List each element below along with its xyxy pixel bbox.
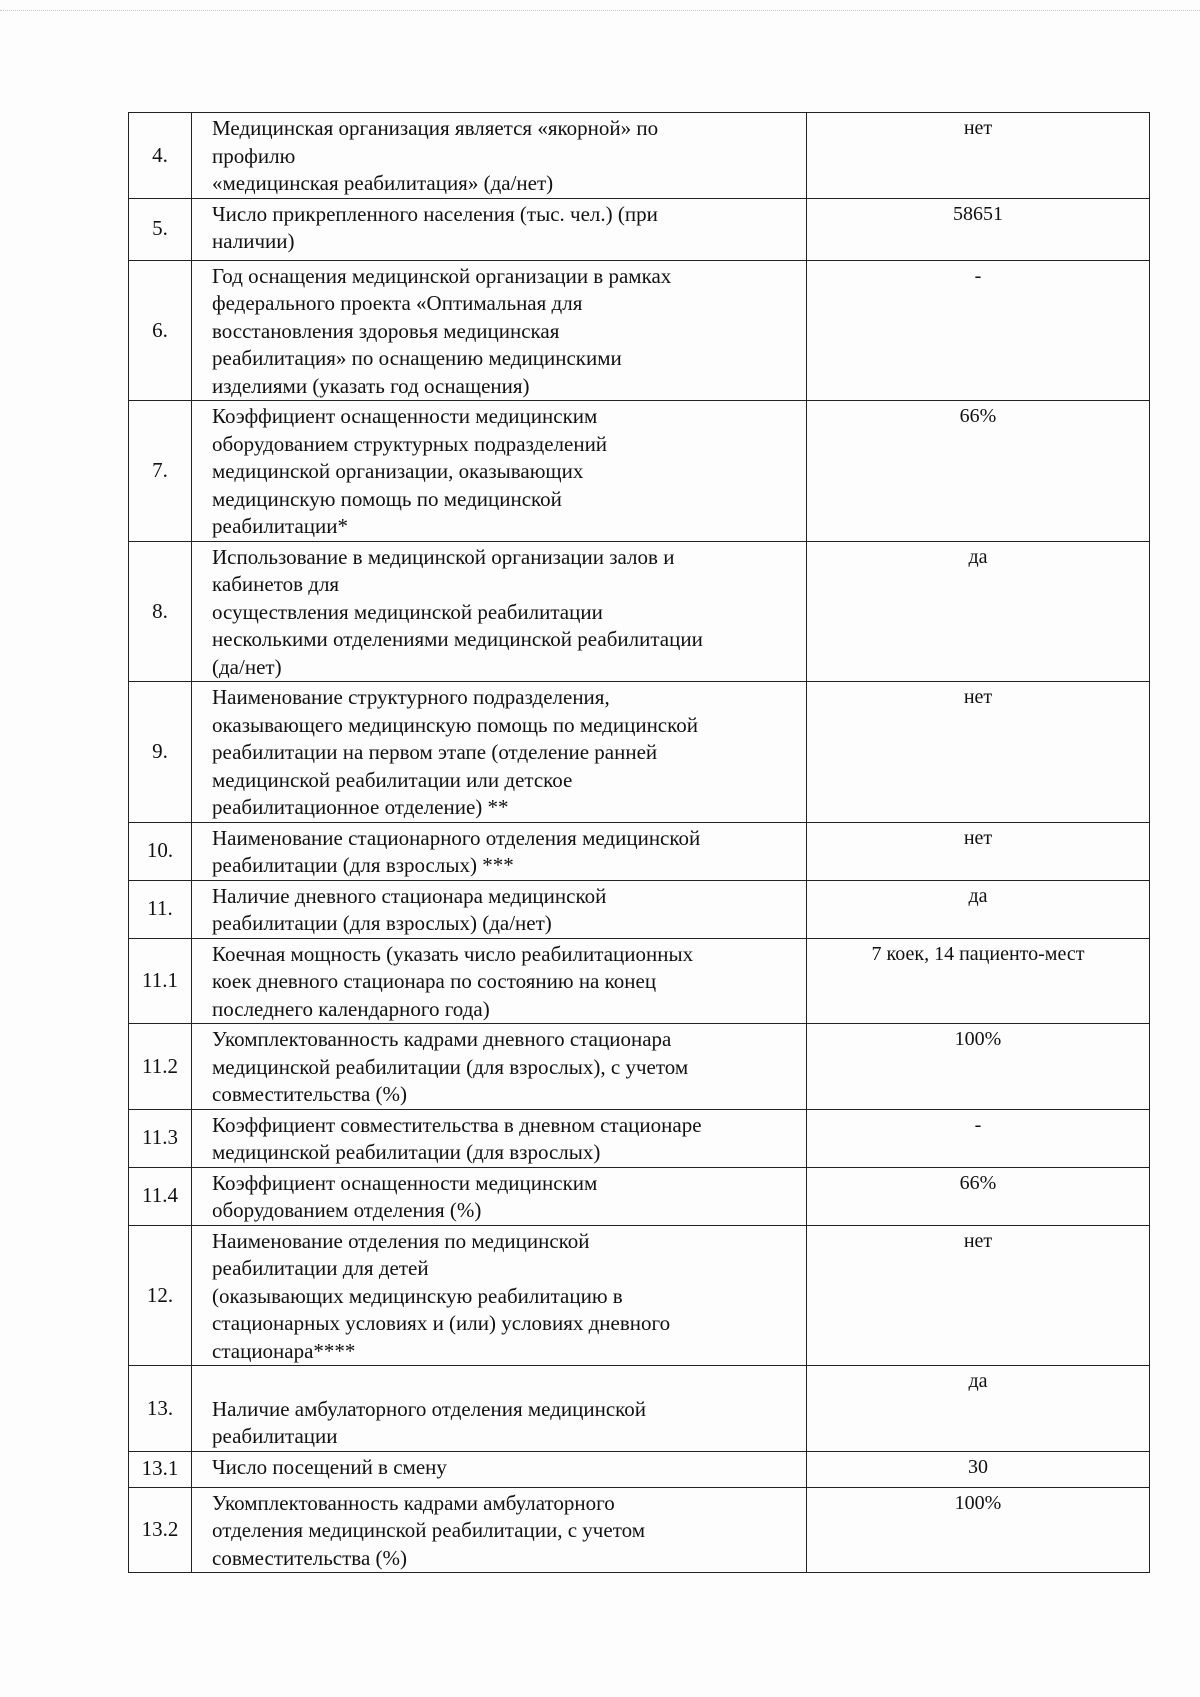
- description-line: последнего календарного года): [212, 996, 490, 1021]
- description-line: совместительства (%): [212, 1545, 407, 1570]
- table-row: [129, 260, 1150, 401]
- row-value: да: [807, 880, 1150, 938]
- row-description: [192, 1167, 807, 1225]
- row-number: 6.: [129, 260, 192, 401]
- description-line: реабилитации (для взрослых) ***: [212, 853, 514, 877]
- row-number: 11.2: [129, 1024, 192, 1110]
- table-row: [129, 1109, 1150, 1167]
- row-number: 5.: [129, 198, 192, 260]
- row-value: 66%: [807, 1167, 1150, 1225]
- row-number: 13.1: [129, 1451, 192, 1487]
- row-description: [192, 260, 807, 401]
- description-line: реабилитации*: [212, 514, 349, 538]
- description-line: Число прикрепленного населения (тыс. чел.) (при: [212, 201, 658, 226]
- table-row: [129, 1225, 1150, 1366]
- row-value: нет: [807, 822, 1150, 880]
- row-number: 7.: [129, 401, 192, 542]
- description-line: реабилитация» по оснащению медицинскими: [212, 346, 622, 370]
- table-row: [129, 822, 1150, 880]
- row-description: [192, 401, 807, 542]
- row-number: 11.4: [129, 1167, 192, 1225]
- row-number: 9.: [129, 682, 192, 823]
- row-description: [192, 198, 807, 260]
- description-line: коек дневного стационара по состоянию на конец: [212, 969, 657, 993]
- row-value: 100%: [807, 1024, 1150, 1110]
- description-line: Наименование отделения по медицинской: [212, 1228, 590, 1253]
- description-line: федерального проекта «Оптимальная для: [212, 291, 583, 315]
- row-value: 66%: [807, 401, 1150, 542]
- table-row: [129, 113, 1150, 199]
- table-row: [129, 541, 1150, 682]
- row-value: 7 коек, 14 пациенто-мест: [807, 938, 1150, 1024]
- row-description: [192, 682, 807, 823]
- description-line: Коэффициент совместительства в дневном стационаре: [212, 1112, 702, 1137]
- table-row: [129, 198, 1150, 260]
- description-line: осуществления медицинской реабилитации: [212, 599, 603, 624]
- row-description: [192, 1225, 807, 1366]
- description-line: восстановления здоровья медицинская: [212, 318, 560, 343]
- row-value: да: [807, 541, 1150, 682]
- description-line: реабилитации: [212, 1424, 338, 1448]
- description-line: профилю: [212, 143, 296, 168]
- description-line: совместительства (%): [212, 1082, 407, 1106]
- row-description: [192, 880, 807, 938]
- row-number: 11.1: [129, 938, 192, 1024]
- row-description: [192, 541, 807, 682]
- description-line: медицинской реабилитации (для взрослых): [212, 1140, 601, 1164]
- description-line: кабинетов для: [212, 572, 340, 596]
- description-line: оборудованием отделения (%): [212, 1198, 482, 1222]
- row-value: да: [807, 1366, 1150, 1452]
- description-line: реабилитации (для взрослых) (да/нет): [212, 911, 552, 935]
- row-description: [192, 1024, 807, 1110]
- description-line: Коэффициент оснащенности медицинским: [212, 404, 598, 428]
- description-line: оборудованием структурных подразделений: [212, 431, 608, 456]
- description-line: медицинской реабилитации или детское: [212, 767, 573, 792]
- description-line: медицинскую помощь по медицинской: [212, 486, 562, 511]
- description-line: медицинской организации, оказывающих: [212, 459, 584, 483]
- table-row: [129, 1167, 1150, 1225]
- description-line: наличии): [212, 229, 295, 253]
- row-value: нет: [807, 1225, 1150, 1366]
- row-number: 12.: [129, 1225, 192, 1366]
- description-line: Использование в медицинской организации залов и: [212, 544, 675, 569]
- description-line: Год оснащения медицинской организации в рамках: [212, 263, 672, 288]
- row-description: [192, 1366, 807, 1452]
- description-line: стационарных условиях и (или) условиях дневного: [212, 1311, 671, 1335]
- description-line: реабилитационное отделение) **: [212, 795, 509, 819]
- description-line: медицинской реабилитации (для взрослых), с учетом: [212, 1054, 689, 1079]
- row-value: нет: [807, 682, 1150, 823]
- row-description: [192, 822, 807, 880]
- table-row: [129, 1366, 1150, 1452]
- row-number: 10.: [129, 822, 192, 880]
- description-line: Укомплектованность кадрами дневного стационара: [212, 1027, 672, 1051]
- row-value: нет: [807, 113, 1150, 199]
- row-value: 58651: [807, 198, 1150, 260]
- description-line: (да/нет): [212, 654, 282, 679]
- row-value: 100%: [807, 1487, 1150, 1573]
- description-line: Медицинская организация является «якорной» по: [212, 116, 659, 140]
- description-line: «медицинская реабилитация» (да/нет): [212, 171, 554, 195]
- description-line: Укомплектованность кадрами амбулаторного: [212, 1490, 615, 1515]
- description-line: (оказывающих медицинскую реабилитацию в: [212, 1283, 623, 1308]
- table-row: [129, 401, 1150, 542]
- description-line: Коэффициент оснащенности медицинским: [212, 1170, 598, 1195]
- description-line: изделиями (указать год оснащения): [212, 373, 530, 398]
- row-description: [192, 938, 807, 1024]
- row-number: 13.: [129, 1366, 192, 1452]
- row-number: 8.: [129, 541, 192, 682]
- row-number: 11.3: [129, 1109, 192, 1167]
- row-value: 30: [807, 1451, 1150, 1487]
- description-line: Коечная мощность (указать число реабилитационных: [212, 941, 694, 966]
- table-body: [129, 113, 1150, 1573]
- row-description: [192, 1451, 807, 1487]
- table-row: [129, 880, 1150, 938]
- table-row: [129, 1451, 1150, 1487]
- row-value: -: [807, 1109, 1150, 1167]
- rehabilitation-info-table: [128, 112, 1150, 1573]
- row-value: -: [807, 260, 1150, 401]
- row-number: 4.: [129, 113, 192, 199]
- row-description: [192, 1109, 807, 1167]
- table-row: [129, 682, 1150, 823]
- description-line: Наличие дневного стационара медицинской: [212, 883, 607, 908]
- row-description: [192, 113, 807, 199]
- description-line: Наименование структурного подразделения,: [212, 685, 610, 709]
- row-description: [192, 1487, 807, 1573]
- row-number: 13.2: [129, 1487, 192, 1573]
- row-number: 11.: [129, 880, 192, 938]
- scan-edge-line: [0, 10, 1200, 11]
- description-line: отделения медицинской реабилитации, с учетом: [212, 1518, 645, 1542]
- table-row: [129, 1487, 1150, 1573]
- description-line: Число посещений в смену: [212, 1454, 447, 1479]
- table-row: [129, 1024, 1150, 1110]
- description-line: Наличие амбулаторного отделения медицинской: [212, 1396, 647, 1421]
- description-line: стационара****: [212, 1338, 356, 1363]
- description-line: реабилитации для детей: [212, 1256, 429, 1280]
- table-row: [129, 938, 1150, 1024]
- description-line: Наименование стационарного отделения медицинской: [212, 825, 701, 850]
- description-line: несколькими отделениями медицинской реабилитации: [212, 627, 703, 651]
- description-line: оказывающего медицинскую помощь по медицинской: [212, 712, 699, 737]
- description-line: реабилитации на первом этапе (отделение ранней: [212, 740, 658, 764]
- description-line: [212, 1368, 802, 1396]
